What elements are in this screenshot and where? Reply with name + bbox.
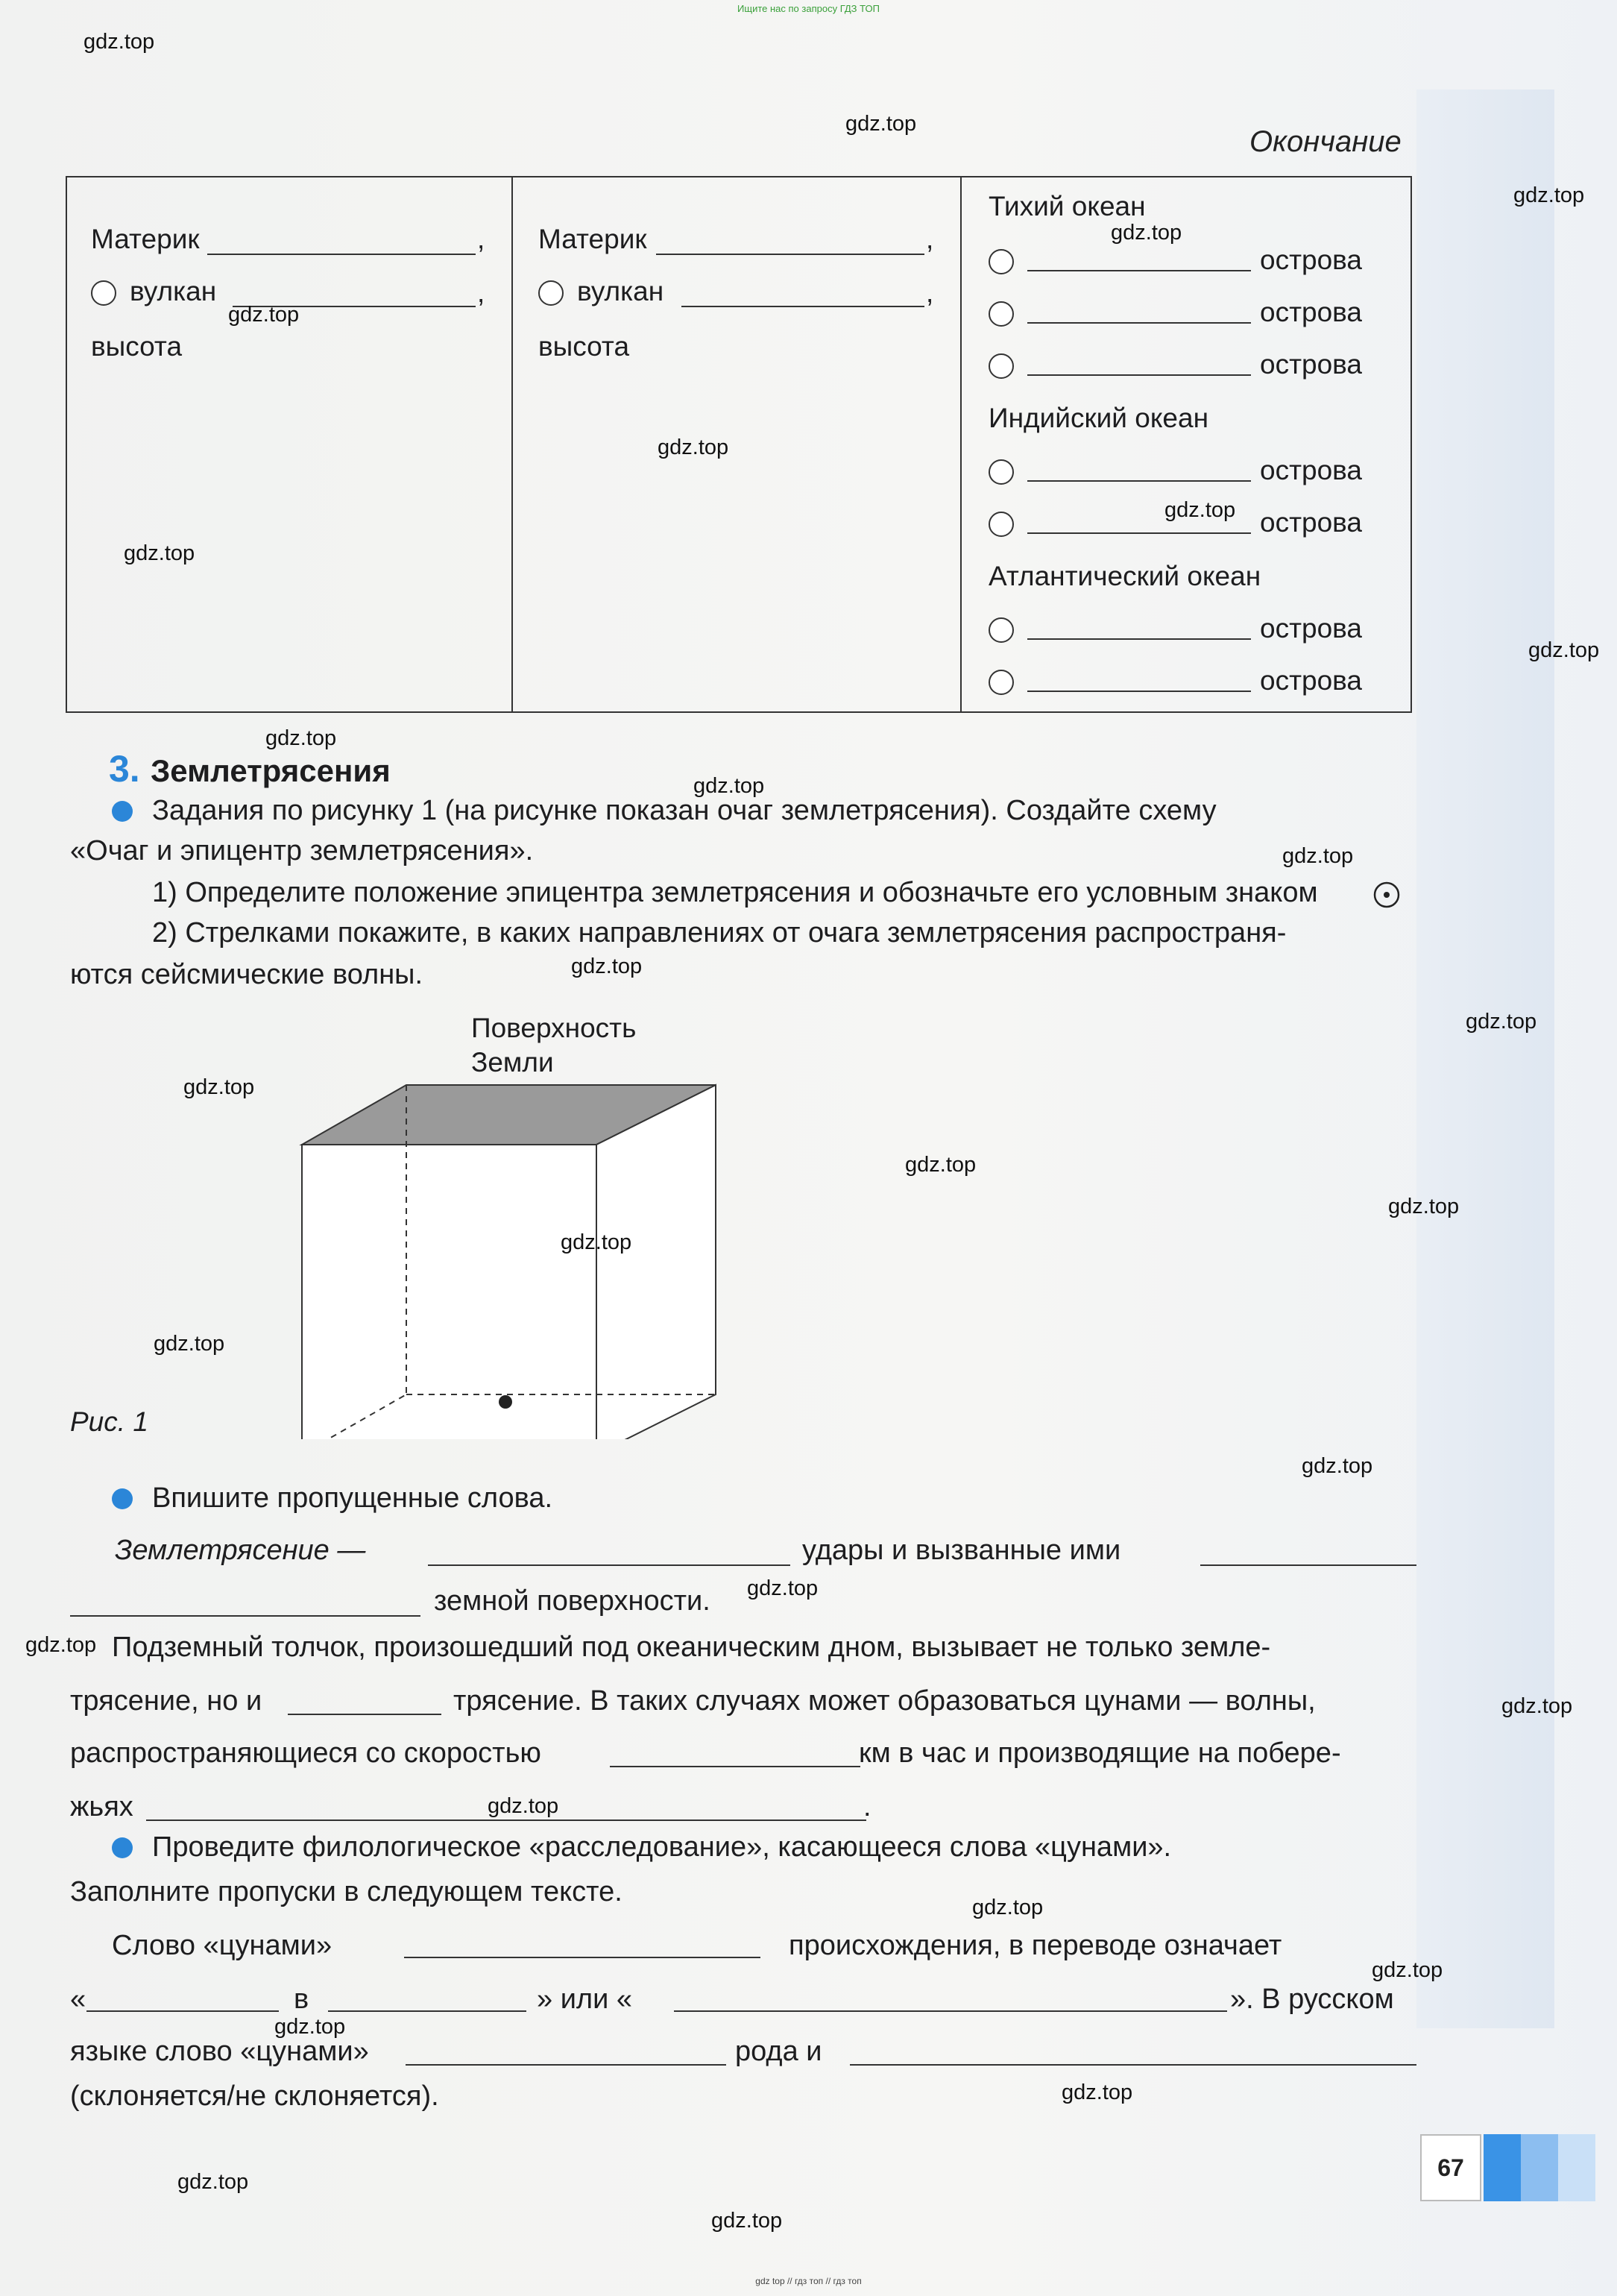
watermark: gdz.top [1501, 1694, 1573, 1718]
watermark: gdz.top [124, 541, 195, 565]
island-blank[interactable] [1027, 270, 1251, 271]
table-divider-2 [960, 176, 962, 713]
figure-label-surface: Поверхность [471, 1013, 637, 1043]
task2-l5-b: км в час и производящие на побере- [859, 1737, 1341, 1769]
watermark: gdz.top [25, 1633, 97, 1657]
task3-l4-d: ». В русском [1230, 1984, 1394, 2015]
page-number: 67 [1420, 2134, 1481, 2201]
continent-label-1: Материк [91, 224, 200, 254]
island-checkbox[interactable] [989, 459, 1014, 485]
focus-point [499, 1395, 512, 1409]
watermark: gdz.top [154, 1332, 225, 1356]
island-checkbox[interactable] [989, 512, 1014, 537]
task3-l3-a: Слово «цунами» [112, 1930, 332, 1961]
height-label-2: высота [538, 331, 630, 362]
watermark: gdz.top [1302, 1454, 1373, 1478]
island-checkbox[interactable] [989, 249, 1014, 274]
figure-caption: Рис. 1 [70, 1406, 148, 1437]
islands-label: острова [1260, 349, 1362, 380]
answer-blank[interactable] [1200, 1564, 1416, 1566]
bottom-watermark-link[interactable]: gdz top // гдз топ // гдз топ [755, 2276, 862, 2286]
islands-label: острова [1260, 245, 1362, 275]
task2-l6-a: жьях [70, 1791, 133, 1822]
watermark: gdz.top [1111, 221, 1182, 245]
task3-l5-a: языке слово «цунами» [70, 2036, 369, 2067]
answer-blank[interactable] [428, 1564, 790, 1566]
answer-blank[interactable] [288, 1714, 441, 1715]
comma: , [926, 224, 934, 254]
figure-label-earth: Земли [471, 1047, 554, 1078]
watermark: gdz.top [711, 2209, 783, 2233]
ocean-atlantic-title: Атлантический океан [989, 561, 1261, 591]
islands-label: острова [1260, 665, 1362, 696]
task3-l3-b: происхождения, в переводе означает [789, 1930, 1282, 1961]
island-blank[interactable] [1027, 322, 1251, 324]
comma: , [477, 277, 485, 308]
watermark: gdz.top [183, 1075, 255, 1099]
watermark: gdz.top [571, 954, 643, 978]
watermark: gdz.top [488, 1794, 559, 1818]
earthquake-focus-figure [283, 1066, 731, 1439]
volcano-checkbox-1[interactable] [91, 280, 116, 306]
watermark: gdz.top [1388, 1195, 1460, 1218]
section-title: Землетрясения [151, 753, 391, 788]
watermark: gdz.top [1164, 498, 1236, 522]
islands-label: острова [1260, 455, 1362, 485]
watermark: gdz.top [905, 1153, 977, 1177]
bullet-icon [112, 1837, 133, 1858]
island-checkbox[interactable] [989, 617, 1014, 643]
volcano-label-2: вулкан [577, 276, 664, 306]
page-tab-decoration [1484, 2134, 1521, 2201]
watermark: gdz.top [747, 1576, 819, 1600]
answer-blank[interactable] [70, 1615, 420, 1617]
section-number: 3. [109, 748, 140, 790]
islands-label: острова [1260, 297, 1362, 327]
task1-item1: 1) Определите положение эпицентра землетрясения и обозначьте его условным знаком [152, 877, 1318, 908]
task1-line2: «Очаг и эпицентр землетрясения». [70, 835, 534, 866]
answer-blank[interactable] [850, 2064, 1416, 2066]
watermark: gdz.top [561, 1230, 632, 1254]
watermark: gdz.top [177, 2170, 249, 2194]
answer-blank[interactable] [610, 1766, 860, 1767]
island-blank[interactable] [1027, 638, 1251, 640]
cube-side [596, 1085, 716, 1439]
island-blank[interactable] [1027, 480, 1251, 482]
island-checkbox[interactable] [989, 301, 1014, 327]
page-tab-decoration [1521, 2134, 1558, 2201]
top-search-hint[interactable]: Ищите нас по запросу ГДЗ ТОП [737, 3, 880, 14]
task3-l5-b: рода и [735, 2036, 822, 2067]
island-blank[interactable] [1027, 532, 1251, 534]
watermark: gdz.top [265, 726, 337, 750]
watermark: gdz.top [1062, 2080, 1133, 2104]
continent-blank-2[interactable] [656, 254, 924, 255]
watermark: gdz.top [1513, 183, 1585, 207]
watermark: gdz.top [693, 774, 765, 798]
epicenter-symbol-icon [1372, 880, 1402, 910]
answer-blank[interactable] [406, 2064, 726, 2066]
task2-l1-mid: удары и вызванные ими [802, 1535, 1121, 1566]
watermark: gdz.top [1466, 1010, 1537, 1034]
task1-item2-line2: ются сейсмические волны. [70, 959, 423, 990]
task2-title: Впишите пропущенные слова. [152, 1482, 553, 1514]
watermark: gdz.top [1372, 1958, 1443, 1982]
continent-blank-1[interactable] [207, 254, 476, 255]
watermark: gdz.top [972, 1896, 1044, 1919]
page-tab-decoration [1558, 2134, 1595, 2201]
island-checkbox[interactable] [989, 353, 1014, 379]
task2-l5-a: распространяющиеся со скоростью [70, 1737, 541, 1769]
answer-table [66, 176, 1412, 713]
task2-term: Землетрясение — [115, 1535, 366, 1566]
island-checkbox[interactable] [989, 670, 1014, 695]
side-decoration [1416, 89, 1554, 2028]
task2-l4-a: трясение, но и [70, 1685, 262, 1717]
task3-l4-c: » или « [537, 1984, 633, 2015]
watermark: gdz.top [845, 112, 917, 136]
answer-blank[interactable] [146, 1819, 866, 1821]
task3-l6: (склоняется/не склоняется). [70, 2080, 439, 2112]
continent-label-2: Материк [538, 224, 647, 254]
task3-l4-a: « [70, 1984, 86, 2015]
ending-label: Окончание [1249, 125, 1402, 158]
task2-l6-b: . [863, 1791, 871, 1822]
watermark: gdz.top [658, 435, 729, 459]
task3-l1: Проведите филологическое «расследование», касающееся слова «цунами». [152, 1831, 1172, 1863]
bullet-icon [112, 801, 133, 822]
task1-item2-line1: 2) Стрелками покажите, в каких направлениях от очага землетрясения распространя- [152, 917, 1287, 949]
watermark: gdz.top [228, 303, 300, 327]
watermark: gdz.top [1282, 844, 1354, 868]
volcano-label-1: вулкан [130, 276, 217, 306]
islands-label: острова [1260, 613, 1362, 644]
height-label-1: высота [91, 331, 183, 362]
answer-blank[interactable] [674, 2010, 1227, 2012]
ocean-indian-title: Индийский океан [989, 403, 1209, 433]
volcano-checkbox-2[interactable] [538, 280, 564, 306]
volcano-blank-2[interactable] [681, 306, 924, 307]
answer-blank[interactable] [86, 2010, 279, 2012]
comma: , [477, 224, 485, 254]
answer-blank[interactable] [404, 1957, 760, 1958]
answer-blank[interactable] [328, 2010, 526, 2012]
task3-l4-b: в [294, 1984, 309, 2015]
island-blank[interactable] [1027, 691, 1251, 692]
watermark: gdz.top [1528, 638, 1600, 662]
ocean-pacific-title: Тихий океан [989, 191, 1146, 221]
watermark: gdz.top [274, 2015, 346, 2039]
task2-l3: Подземный толчок, произошедший под океаническим дном, вызывает не только земле- [112, 1632, 1271, 1663]
watermark: gdz.top [83, 30, 155, 54]
islands-label: острова [1260, 507, 1362, 538]
task2-l4-b: трясение. В таких случаях может образоваться цунами — волны, [453, 1685, 1316, 1717]
island-blank[interactable] [1027, 374, 1251, 376]
comma: , [926, 277, 934, 308]
task2-l2-end: земной поверхности. [434, 1585, 710, 1617]
task3-l2: Заполните пропуски в следующем тексте. [70, 1876, 622, 1907]
bullet-icon [112, 1488, 133, 1509]
task1-line1: Задания по рисунку 1 (на рисунке показан очаг землетрясения). Создайте схему [152, 795, 1217, 826]
table-divider-1 [511, 176, 513, 713]
